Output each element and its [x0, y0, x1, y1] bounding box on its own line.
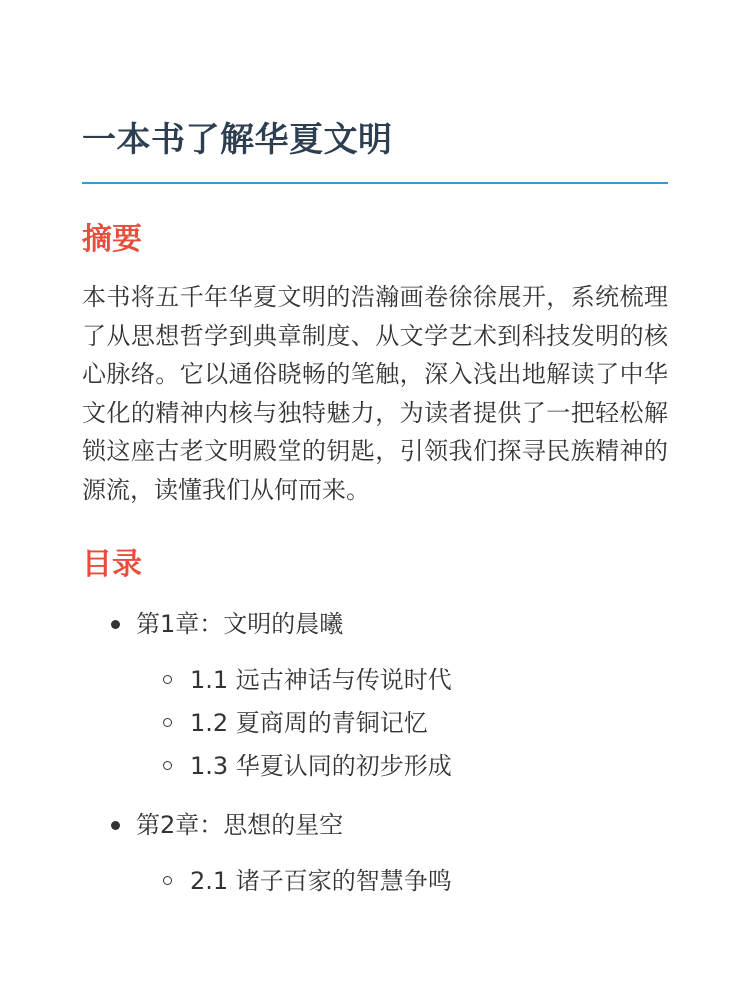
- filled-bullet-icon: [111, 620, 120, 629]
- toc-chapter-2: [82, 802, 668, 903]
- section-title: 1.3 华夏认同的初步形成: [190, 752, 452, 780]
- toc-heading: 目录: [82, 547, 142, 582]
- toc-section: [136, 702, 668, 745]
- hollow-bullet-icon: [163, 761, 172, 770]
- toc-section: [136, 860, 668, 903]
- hollow-bullet-icon: [163, 876, 172, 885]
- toc-section: [136, 659, 668, 702]
- chapter-title: 第2章：思想的星空: [136, 811, 344, 839]
- title-divider: [82, 182, 668, 184]
- section-title: 1.1 远古神话与传说时代: [190, 666, 452, 694]
- chapter-sections: [136, 659, 668, 788]
- section-title: 2.1 诸子百家的智慧争鸣: [190, 867, 452, 895]
- filled-bullet-icon: [111, 821, 120, 830]
- book-title: 一本书了解华夏文明: [82, 120, 393, 160]
- toc-section: [136, 745, 668, 788]
- chapter-title: 第1章：文明的晨曦: [136, 610, 344, 638]
- table-of-contents: [82, 601, 668, 903]
- section-title: 1.2 夏商周的青铜记忆: [190, 709, 428, 737]
- hollow-bullet-icon: [163, 675, 172, 684]
- summary-heading: 摘要: [82, 222, 142, 257]
- toc-chapter-1: [82, 601, 668, 788]
- hollow-bullet-icon: [163, 718, 172, 727]
- summary-text: 本书将五千年华夏文明的浩瀚画卷徐徐展开，系统梳理了从思想哲学到典章制度、从文学艺术到科技发明的核心脉络。它以通俗晓畅的笔触，深入浅出地解读了中华文化的精神内核与独特魅力，为读者提供了一把轻松解锁这座古老文明殿堂的钥匙，引领我们探寻民族精神的源流，读懂我们从何而来。: [82, 283, 668, 504]
- chapter-sections: [136, 860, 668, 903]
